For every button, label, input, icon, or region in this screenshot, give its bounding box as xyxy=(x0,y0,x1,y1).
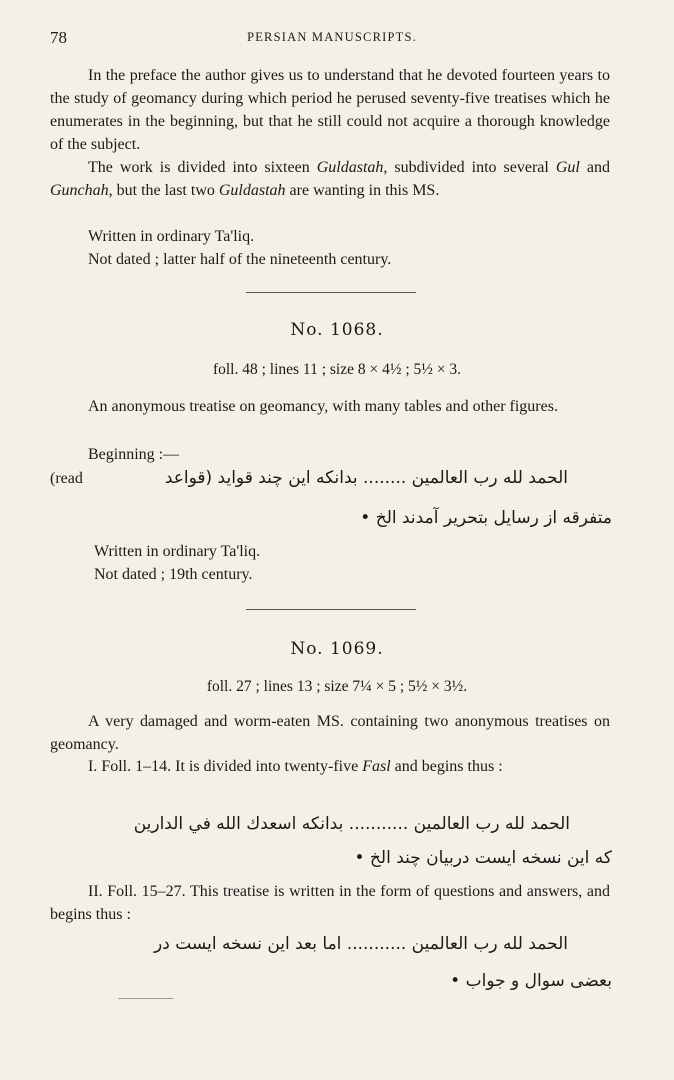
arabic-line-1068-1: الحمد لله رب العالمين ........ بدانكه اين چند قوايد (قواعد xyxy=(164,468,568,488)
text-run: , subdivided into several xyxy=(383,159,556,176)
intro-written-note: Written in ordinary Ta'liq. xyxy=(88,228,255,245)
italic-term: Fasl xyxy=(362,758,391,775)
text-run: , but the last two xyxy=(108,182,219,199)
arabic-line-1069-4: بعضى سوال و جواب • xyxy=(450,971,612,991)
folio-line-1068: foll. 48 ; lines 11 ; size 8 × 4½ ; 5½ × 3. xyxy=(212,361,462,378)
italic-term: Gul xyxy=(555,159,580,176)
entry-number-1068: No. 1068. xyxy=(290,320,384,340)
folio-line-1069: foll. 27 ; lines 13 ; size 7¼ × 5 ; 5½ × 3½. xyxy=(206,678,468,695)
page-number: 78 xyxy=(50,28,67,47)
text-run: and begins thus : xyxy=(390,758,503,775)
intro-dated-note: Not dated ; latter half of the nineteenth century. xyxy=(88,251,392,268)
italic-term: Guldastah xyxy=(218,182,286,199)
part-2-description: II. Foll. 15–27. This treatise is written in the form of questions and answers, and begins thus : xyxy=(50,883,610,923)
running-title: PERSIAN MANUSCRIPTS. xyxy=(247,30,417,44)
italic-term: Guldastah xyxy=(316,159,384,176)
written-note-1068: Written in ordinary Ta'liq. xyxy=(94,543,261,560)
text-run: are wanting in this MS. xyxy=(285,182,440,199)
dated-note-1068: Not dated ; 19th century. xyxy=(94,566,253,583)
arabic-line-1069-1: الحمد لله رب العالمين ........... بدانكه اسعدك الله في الدارين xyxy=(133,814,570,834)
text-run: I. Foll. 1–14. It is divided into twenty-five xyxy=(88,758,363,775)
arabic-line-1069-3: الحمد لله رب العالمين ........... اما بعد اين نسخه ايست در xyxy=(154,934,568,954)
arabic-line-1068-2: متفرقه از رسايل بتحرير آمدند الخ • xyxy=(360,508,612,528)
part-1-description xyxy=(50,755,610,778)
entry-number-1069: No. 1069. xyxy=(290,639,384,659)
page-header xyxy=(50,28,614,52)
text-run: The work is divided into sixteen xyxy=(88,159,317,176)
text-run: and xyxy=(579,159,610,176)
intro-paragraph-2 xyxy=(50,156,610,202)
section-divider xyxy=(246,292,416,293)
description-1069: A very damaged and worm-eaten MS. containing two anonymous treatises on geomancy. xyxy=(50,713,610,753)
intro-paragraph-1: In the preface the author gives us to understand that he devoted fourteen years to the study of geomancy during which period he perused seventy-five treatises which he enumerates in the beginning, but that he still could not acquire a thorough knowledge of the subject. xyxy=(50,67,610,153)
read-note-1068: (read xyxy=(50,470,83,487)
beginning-label-1068: Beginning :— xyxy=(88,446,180,463)
italic-term: Gunchah xyxy=(50,182,109,199)
page-mark xyxy=(118,998,173,999)
arabic-line-1069-2: كه اين نسخه ايست دربيان چند الخ • xyxy=(354,848,612,868)
description-1068: An anonymous treatise on geomancy, with many tables and other figures. xyxy=(88,398,558,415)
section-divider xyxy=(246,609,416,610)
